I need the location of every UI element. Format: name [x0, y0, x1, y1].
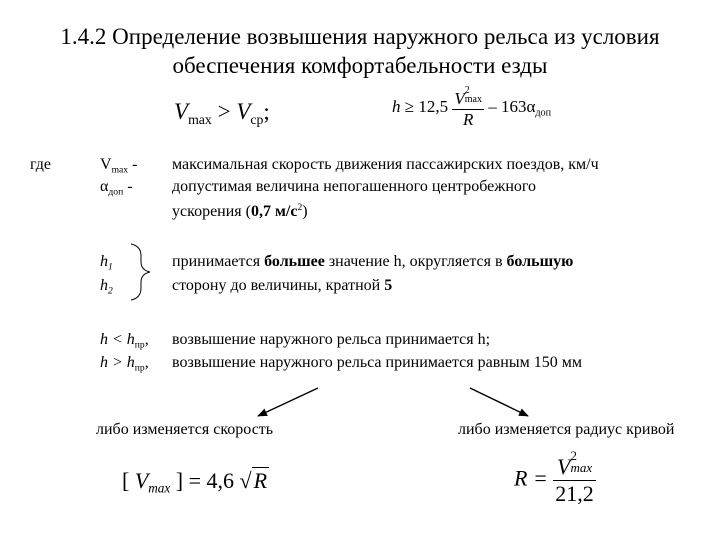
h2-symbol: $h_2$ — [100, 277, 113, 297]
arrow-left — [258, 388, 318, 416]
where-label: где — [30, 156, 52, 173]
alpha-description-1: допустимая величина непогашенного центробежного — [172, 178, 537, 195]
right-brace — [131, 244, 150, 300]
limit-row-1-condition: $h < h_{пр}$, — [100, 331, 149, 351]
branch-right-label: либо изменяется радиус кривой — [458, 421, 675, 438]
h1-symbol: $h_1$ — [100, 253, 113, 273]
formula-h: h ≥ 12,5 V 2 max R – $163\alpha_{доп}$ — [392, 85, 552, 129]
arrow-right — [470, 388, 528, 416]
alpha-symbol: $\alpha_{доп}$ - — [100, 178, 133, 198]
h-rule-line-2: сторону до величины, кратной 5 — [172, 277, 393, 294]
limit-row-1-text: возвышение наружного рельса принимается h; — [172, 331, 491, 348]
h-rule-line-1: принимается большее значение h, округляется в большую — [172, 253, 574, 270]
vmax-symbol: $V_{max}$ - — [100, 156, 138, 176]
formula-h-fraction: V 2 max R — [454, 85, 482, 129]
branch-left-label: либо изменяется скорость — [96, 421, 274, 438]
limit-row-2-text: возвышение наружного рельса принимается равным 150 мм — [172, 354, 582, 371]
formula-radius-fraction: V 2 max 21,2 — [555, 448, 594, 506]
formula-speed: [ $V_{max}$ ] = 4,6 √R — [122, 468, 268, 496]
title-line-2: обеспечения комфортабельности езды — [172, 53, 548, 78]
formula-radius: R = V 2 max 21,2 — [514, 448, 594, 506]
alpha-description-2: ускорения (0,7 $м/с^2$) — [172, 202, 308, 220]
speed-condition: $V_{max} > V_{ср}$; — [174, 99, 270, 127]
title-line-1: 1.4.2 Определение возвышения наружного рельса из условия — [60, 24, 660, 49]
limit-row-2-condition: $h > h_{пр}$, — [100, 354, 149, 374]
vmax-description: максимальная скорость движения пассажирских поездов, км/ч — [172, 156, 599, 173]
sqrt-sign: √ — [239, 468, 252, 493]
